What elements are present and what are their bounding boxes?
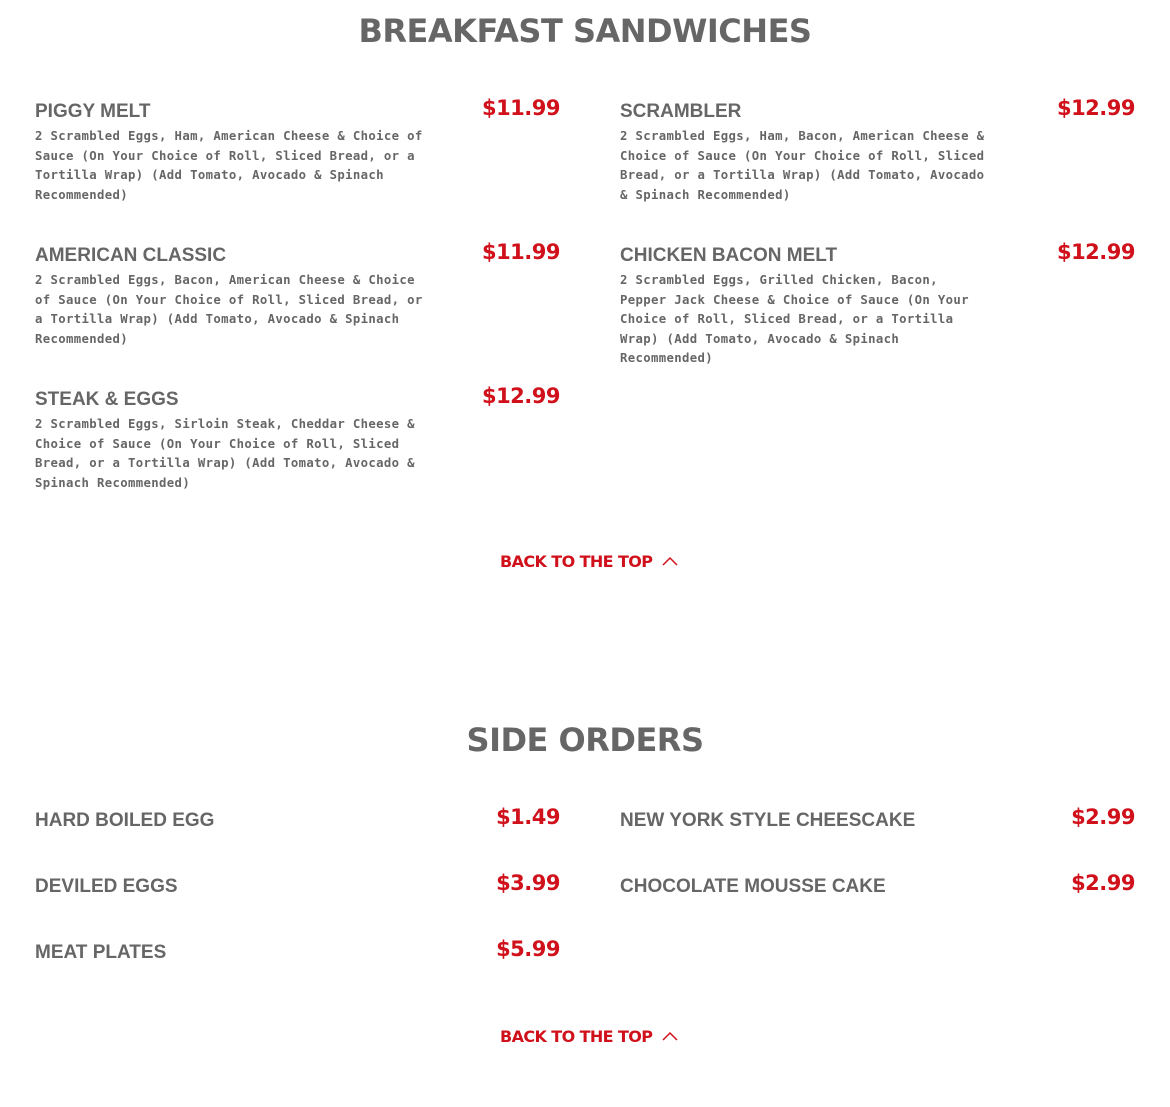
item-name: STEAK & EGGS <box>35 389 179 410</box>
item-price: $12.99 <box>1056 96 1135 120</box>
back-to-top-label: BACK TO THE TOP <box>500 1027 653 1046</box>
item-name: HARD BOILED EGG <box>35 810 215 831</box>
item-name: AMERICAN CLASSIC <box>35 245 227 266</box>
item-name: DEVILED EGGS <box>35 876 178 897</box>
item-name: CHICKEN BACON MELT <box>620 245 838 266</box>
chevron-up-icon <box>662 556 678 566</box>
back-to-top-link[interactable] <box>500 1027 678 1046</box>
item-price: $12.99 <box>1056 240 1135 264</box>
item-description: 2 Scrambled Eggs, Grilled Chicken, Bacon, Pepper Jack Cheese & Choice of Sauce (On Your Choice of Roll, Sliced Bread, or a Tortilla Wrap) (Add Tomato, Avocado & Spinach Recommended) <box>620 273 969 365</box>
item-name: MEAT PLATES <box>35 942 167 963</box>
item-name: CHOCOLATE MOUSSE CAKE <box>620 876 886 897</box>
back-to-top-link[interactable] <box>500 552 678 571</box>
item-description: 2 Scrambled Eggs, Ham, Bacon, American Cheese & Choice of Sauce (On Your Choice of Roll, Sliced Bread, or a Tortilla Wrap) (Add Tomato, Avocado & Spinach Recommended) <box>620 129 985 202</box>
item-name: PIGGY MELT <box>35 101 151 122</box>
item-price: $3.99 <box>496 871 560 895</box>
item-description: 2 Scrambled Eggs, Bacon, American Cheese & Choice of Sauce (On Your Choice of Roll, Sliced Bread, or a Tortilla Wrap) (Add Tomato, Avocado & Spinach Recommended) <box>35 273 423 346</box>
item-price: $1.49 <box>496 805 560 829</box>
item-price: $12.99 <box>481 384 560 408</box>
item-price: $11.99 <box>481 240 560 264</box>
item-description: 2 Scrambled Eggs, Ham, American Cheese & Choice of Sauce (On Your Choice of Roll, Sliced Bread, or a Tortilla Wrap) (Add Tomato, Avocado & Spinach Recommended) <box>35 129 423 202</box>
section-title-breakfast-sandwiches: BREAKFAST SANDWICHES <box>358 12 812 50</box>
item-name: NEW YORK STYLE CHEESCAKE <box>620 810 916 831</box>
item-description: 2 Scrambled Eggs, Sirloin Steak, Cheddar Cheese & Choice of Sauce (On Your Choice of Roll, Sliced Bread, or a Tortilla Wrap) (Add Tomato, Avocado & Spinach Recommended) <box>35 417 415 490</box>
section-title-side-orders: SIDE ORDERS <box>466 721 704 759</box>
item-name: SCRAMBLER <box>620 101 742 122</box>
item-price: $11.99 <box>481 96 560 120</box>
item-price: $5.99 <box>496 937 560 961</box>
chevron-up-icon <box>662 1031 678 1041</box>
item-price: $2.99 <box>1071 805 1135 829</box>
item-price: $2.99 <box>1071 871 1135 895</box>
back-to-top-label: BACK TO THE TOP <box>500 552 653 571</box>
